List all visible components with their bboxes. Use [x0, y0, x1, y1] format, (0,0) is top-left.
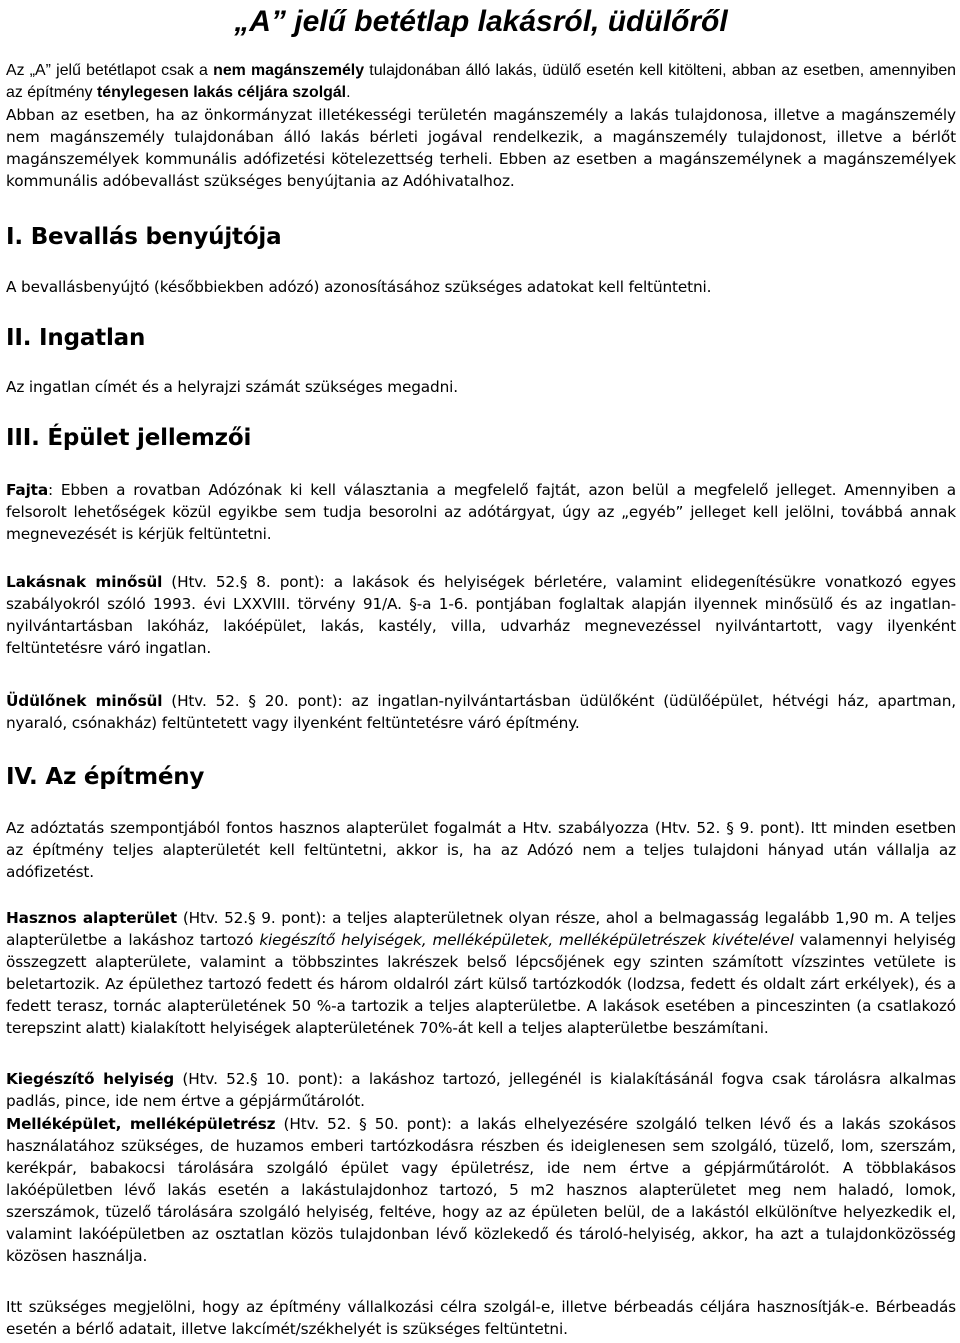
hasznos-label: Hasznos alapterület — [6, 909, 178, 927]
hasznos-text-2: valamennyi helyiség összegzett alapterülete, valamint a többszintes lakrészek belső lépcsőjének egy szinten számított vízszintes vetülete is beletartozik. Az épülethez tartozó fedett és három oldalról zárt külső tartózkodók (lodzsa, fedett és oldalt zárt erkélyek), és a fedett terasz, tornác alapterületének 50 %-a tartozik a teljes alapterületbe. A lakások esetében a pinceszinten (a csatlakozó terepszint alatt) kialakított helyiségek alapterületének 70%-át kell a teljes alapterületbe beszámítani. — [6, 931, 956, 1037]
intro-text-2: tulajdonában álló lakás, üdülő esetén kell kitölteni, abban az esetben, amennyiben az építmény — [6, 62, 956, 101]
hasznos-italic: kiegészítő helyiségek, melléképületek, melléképületrészek kivételével — [259, 931, 794, 949]
hasznos-paragraph — [6, 907, 956, 1039]
fajta-label: Fajta — [6, 481, 49, 499]
udulo-paragraph — [6, 690, 956, 734]
udulo-text: (Htv. 52. § 20. pont): az ingatlan-nyilvántartásban üdülőként (üdülőépület, hétvégi ház, apartman, nyaraló, csónakház) feltüntetett vagy ilyenként feltüntetésre váró építmény. — [6, 692, 956, 732]
intro-paragraph-2: Abban az esetben, ha az önkormányzat illetékességi területén magánszemély a lakás tulajdonosa, illetve a magánszemély nem magánszemély tulajdonában álló lakás bérleti jogával rendelkezik, a magánszemély tulajdonost, illetve a bérlőt magánszemélyek kommunális adófizetési kötelezettség terheli. Ebben az esetben a magánszemélynek a magánszemélyek kommunális adóbevallást szükséges benyújtania az Adóhivatalhoz. — [6, 106, 956, 190]
kieg-label: Kiegészítő helyiség — [6, 1070, 175, 1088]
lakas-text: (Htv. 52.§ 8. pont): a lakások és helyiségek bérletére, valamint elidegenítésükre vonatkozó egyes szabályokról szóló 1993. évi LXXVIII. törvény 91/A. §-a 1-6. pontjában foglaltak alapján ilyennek minősülő és az ingatlan-nyilvántartásban lakóház, lakóépület, lakás, kastély, villa, udvarház megnevezéssel nyilvántartott, vagy ilyenként feltüntetésre váró ingatlan. — [6, 573, 956, 657]
mellek-label: Melléképület, melléképületrész — [6, 1115, 276, 1133]
section-heading-2: II. Ingatlan — [6, 325, 146, 351]
section-heading-1: I. Bevallás benyújtója — [6, 224, 282, 250]
fajta-paragraph — [6, 479, 956, 545]
udulo-label: Üdülőnek minősül — [6, 692, 163, 710]
kieg-paragraph — [6, 1068, 956, 1112]
intro-text-3: . — [346, 84, 351, 101]
section-heading-4: IV. Az építmény — [6, 764, 205, 790]
mellek-paragraph — [6, 1113, 956, 1267]
intro-paragraph — [6, 60, 956, 104]
section-4-paragraph-1: Az adóztatás szempontjából fontos hasznos alapterület fogalmát a Htv. szabályozza (Htv. 52. § 9. pont). Itt minden esetben az építmény teljes alapterületét kell feltüntetni, akkor is, ha az Adózó nem a teljes tulajdoni hányad után vállalja az adófizetést. — [6, 819, 956, 881]
kieg-text: (Htv. 52.§ 10. pont): a lakáshoz tartozó, jellegénél is kialakításánál fogva csak tárolásra alkalmas padlás, pince, ide nem értve a gépjárműtárolót. — [6, 1070, 956, 1110]
intro-bold-2: ténylegesen lakás céljára szolgál — [96, 84, 347, 101]
intro-text-1: Az „A” jelű betétlapot csak a — [6, 62, 214, 79]
section-2-text: Az ingatlan címét és a helyrajzi számát szükséges megadni. — [6, 378, 458, 396]
lakas-paragraph — [6, 571, 956, 659]
mellek-text: (Htv. 52. § 50. pont): a lakás elhelyezésére szolgáló telken lévő és a lakás szokásos használatához szükséges, de huzamos emberi tartózkodásra részben és ideiglenesen sem szolgáló, tüzelő, lom, szerszám, kerékpár, babakocsi tárolására szolgáló épület vagy épületrész, ide nem értve a gépjárműtárolót. A többlakásos lakóépületben lévő lakás esetén a lakástulajdonhoz tartozó, 5 m2 hasznos alapterületet meg nem haladó, lomok, szerszámok, tüzelő tárolására szolgáló helyiség, feltéve, hogy az az épületen belül, de a lakástól elkülönítve helyezkedik el, valamint lakóépületben az osztatlan közös tulajdonban lévő közlekedő és tároló-helyiség, akkor, ha azt a tulajdonközösség közösen használja. — [6, 1115, 957, 1265]
page-title: „A” jelű betétlap lakásról, üdülőről — [234, 5, 728, 38]
section-heading-3: III. Épület jellemzői — [6, 425, 252, 451]
intro-bold-1: nem magánszemély — [213, 62, 365, 79]
hasznos-text-1: (Htv. 52.§ 9. pont): a teljes alapterületnek olyan része, ahol a belmagasság legalább 1,90 m. A teljes alapterületbe a lakáshoz tartozó — [6, 909, 956, 949]
lakas-label: Lakásnak minősül — [6, 573, 163, 591]
section-1-text: A bevallásbenyújtó (későbbiekben adózó) azonosításához szükséges adatokat kell feltüntetni. — [6, 278, 712, 296]
fajta-text: : Ebben a rovatban Adózónak ki kell választania a megfelelő fajtát, azon belül a megfelelő jelleget. Amennyiben a felsorolt lehetőségek közül egyikbe sem tudja besorolni az adótárgyat, úgy az „egyéb” jelleget kell jelölni, továbbá annak megnevezését is kérjük feltüntetni. — [6, 481, 956, 543]
last-paragraph: Itt szükséges megjelölni, hogy az építmény vállalkozási célra szolgál-e, illetve bérbeadás céljára hasznosítják-e. Bérbeadás esetén a bérlő adatait, illetve lakcímét/székhelyét is szükséges feltüntetni. — [6, 1298, 956, 1338]
